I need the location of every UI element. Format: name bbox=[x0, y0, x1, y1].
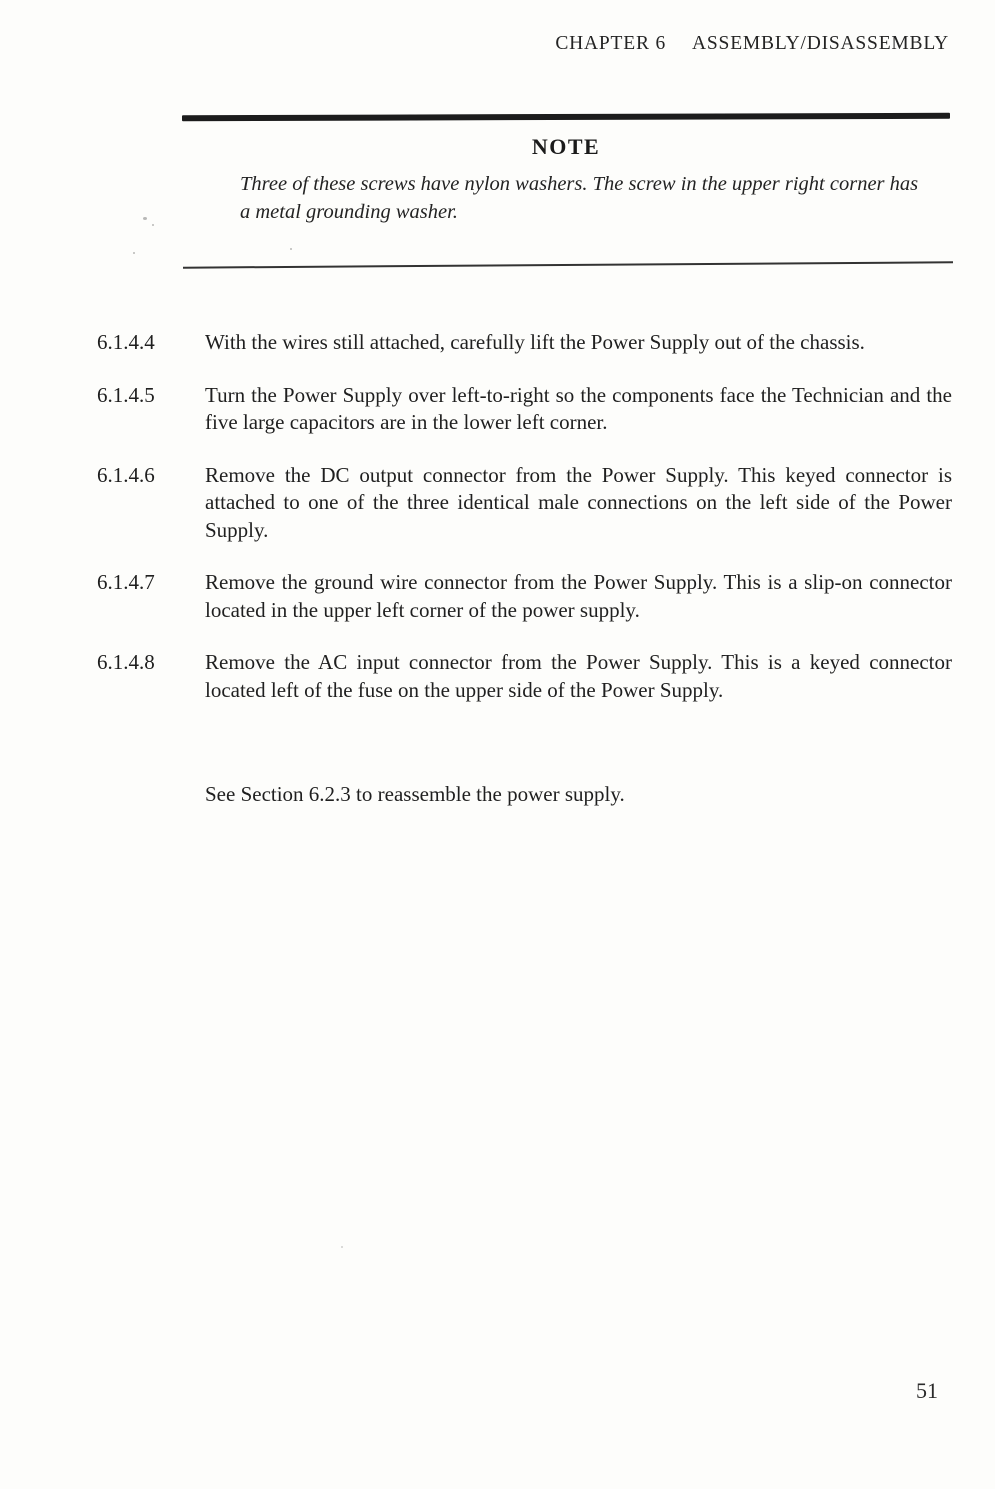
scan-artifact bbox=[133, 252, 135, 254]
step-number: 6.1.4.5 bbox=[97, 382, 155, 407]
step-text: Remove the ground wire connector from the Power Supply. This is a slip-on connector located in the upper left corner of the power supply. bbox=[205, 570, 952, 622]
step-text: Remove the AC input connector from the Power Supply. This is a keyed connector located left of the fuse on the upper side of the Power Supply. bbox=[205, 650, 952, 702]
closing-reference: See Section 6.2.3 to reassemble the power supply. bbox=[205, 782, 625, 806]
scan-artifact bbox=[152, 224, 154, 226]
step-number: 6.1.4.6 bbox=[97, 462, 155, 487]
note-top-rule bbox=[182, 113, 950, 121]
scan-artifact bbox=[143, 217, 147, 220]
step-text: Turn the Power Supply over left-to-right so the components face the Technician and the five large capacitors are in the lower left corner. bbox=[205, 382, 952, 434]
step-number: 6.1.4.8 bbox=[97, 650, 155, 674]
procedure-step bbox=[97, 569, 952, 624]
running-header bbox=[555, 33, 949, 55]
chapter-label: CHAPTER 6 bbox=[555, 33, 667, 54]
note-body-text: Three of these screws have nylon washers. The screw in the upper right corner has a metal grounding washer. bbox=[240, 173, 919, 223]
chapter-title: ASSEMBLY/DISASSEMBLY bbox=[692, 33, 949, 54]
scan-artifact bbox=[341, 1246, 343, 1248]
page-number: 51 bbox=[916, 1378, 938, 1403]
step-number: 6.1.4.7 bbox=[97, 570, 155, 594]
procedure-step bbox=[97, 649, 952, 704]
scan-artifact bbox=[290, 248, 292, 250]
step-text: With the wires still attached, carefully lift the Power Supply out of the chassis. bbox=[205, 330, 865, 354]
step-number: 6.1.4.4 bbox=[97, 330, 155, 354]
note-title: NOTE bbox=[531, 134, 601, 159]
note-bottom-rule bbox=[183, 261, 953, 269]
procedure-step bbox=[97, 382, 952, 437]
procedure-step bbox=[97, 462, 952, 545]
procedure-step bbox=[97, 329, 952, 357]
step-text: Remove the DC output connector from the Power Supply. This keyed connector is attached to one of the three identical male connections on the left side of the Power Supply. bbox=[205, 462, 952, 542]
procedure-steps bbox=[97, 329, 952, 729]
